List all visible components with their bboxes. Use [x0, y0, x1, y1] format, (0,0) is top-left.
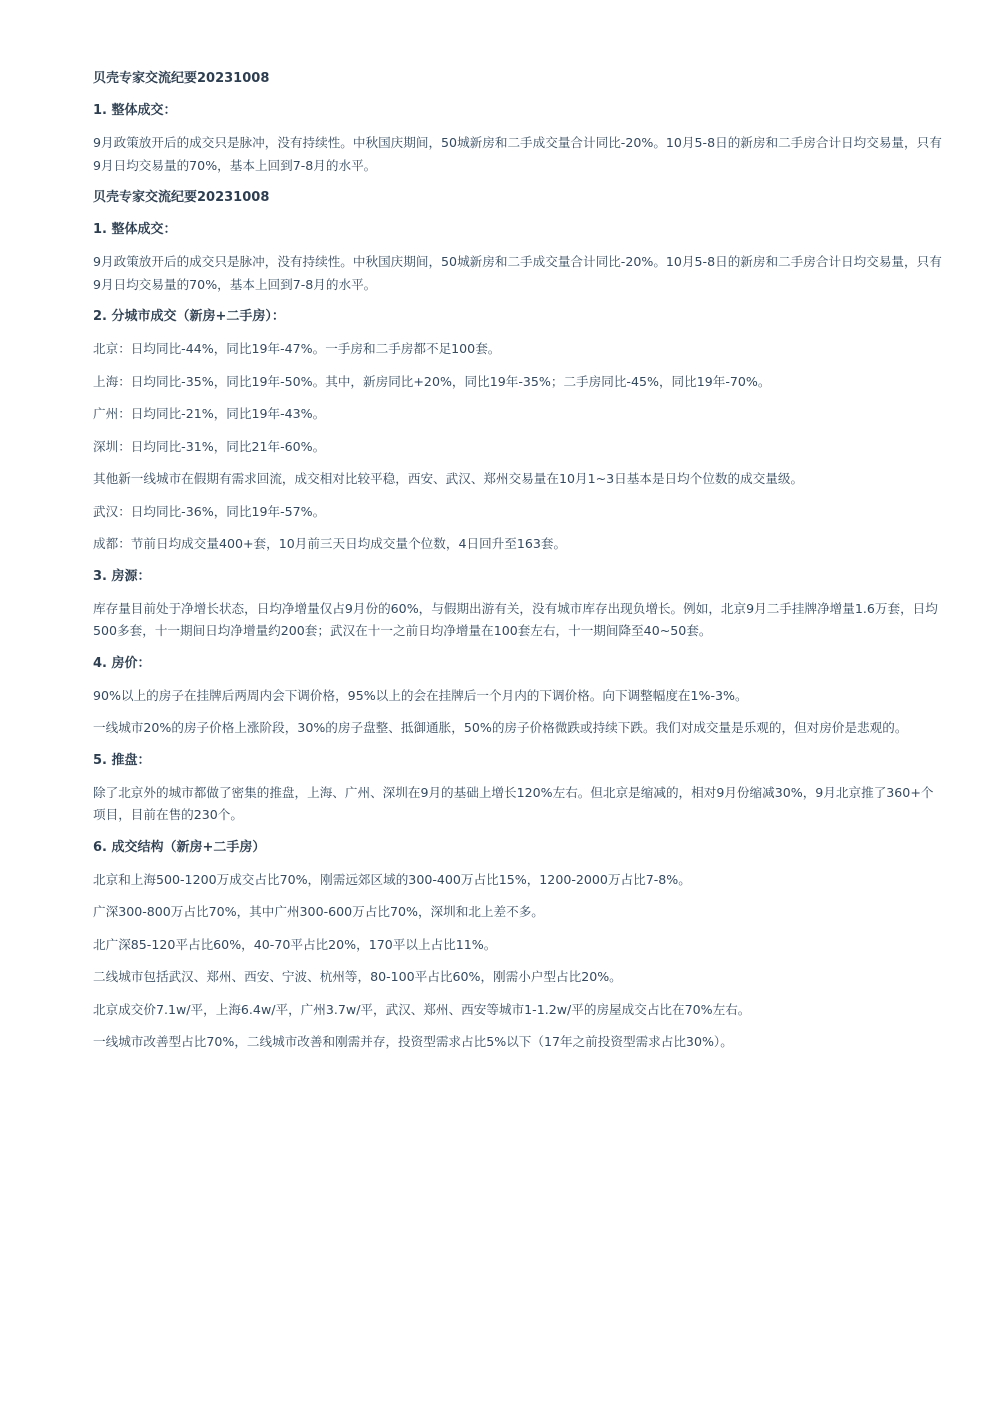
paragraph: 除了北京外的城市都做了密集的推盘，上海、广州、深圳在9月的基础上增长120%左右。但北京是缩减的，相对9月份缩减30%，9月北京推了360+个项目，目前在售的230个。	[93, 784, 934, 822]
paragraph: 90%以上的房子在挂牌后两周内会下调价格，95%以上的会在挂牌后一个月内的下调价格。向下调整幅度在1%-3%。	[93, 687, 748, 703]
paragraph: 一线城市改善型占比70%，二线城市改善和刚需并存，投资型需求占比5%以下（17年之前投资型需求占比30%）。	[93, 1034, 733, 1049]
paragraph: 一线城市20%的房子价格上涨阶段，30%的房子盘整、抵御通胀，50%的房子价格微跌或持续下跌。我们对成交量是乐观的，但对房价是悲观的。	[93, 720, 908, 735]
section-heading: 2. 分城市成交（新房+二手房）：	[93, 309, 285, 324]
document-page	[93, 68, 943, 1064]
paragraph: 北广深85-120平占比60%，40-70平占比20%，170平以上占比11%。	[93, 936, 497, 952]
document-title: 贝壳专家交流纪要20231008	[93, 71, 270, 86]
paragraph: 广州：日均同比-21%，同比19年-43%。	[93, 406, 326, 421]
section-heading: 1. 整体成交：	[93, 103, 177, 118]
paragraph: 广深300-800万占比70%，其中广州300-600万占比70%，深圳和北上差不多。	[93, 904, 544, 919]
paragraph: 9月政策放开后的成交只是脉冲，没有持续性。中秋国庆期间，50城新房和二手成交量合计同比-20%。10月5-8日的新房和二手房合计日均交易量，只有9月日均交易量的70%，基本上回到7-8月的水平。	[93, 254, 942, 292]
paragraph: 上海：日均同比-35%，同比19年-50%。其中，新房同比+20%，同比19年-35%；二手房同比-45%，同比19年-70%。	[93, 373, 771, 389]
paragraph: 二线城市包括武汉、郑州、西安、宁波、杭州等，80-100平占比60%，刚需小户型占比20%。	[93, 969, 622, 984]
paragraph: 北京和上海500-1200万成交占比70%，刚需远郊区域的300-400万占比15%，1200-2000万占比7-8%。	[93, 871, 691, 887]
paragraph: 武汉：日均同比-36%，同比19年-57%。	[93, 503, 326, 519]
section-heading: 4. 房价：	[93, 655, 151, 671]
document-title: 贝壳专家交流纪要20231008	[93, 190, 270, 205]
paragraph: 其他新一线城市在假期有需求回流，成交相对比较平稳，西安、武汉、郑州交易量在10月1~3日基本是日均个位数的成交量级。	[93, 471, 804, 486]
paragraph: 成都：节前日均成交量400+套，10月前三天日均成交量个位数，4日回升至163套。	[93, 536, 567, 551]
paragraph: 9月政策放开后的成交只是脉冲，没有持续性。中秋国庆期间，50城新房和二手成交量合计同比-20%。10月5-8日的新房和二手房合计日均交易量，只有9月日均交易量的70%，基本上回到7-8月的水平。	[93, 135, 942, 173]
paragraph: 库存量目前处于净增长状态，日均净增量仅占9月份的60%，与假期出游有关，没有城市库存出现负增长。例如，北京9月二手挂牌净增量1.6万套，日均500多套，十一期间日均净增量约200套；武汉在十一之前日均净增量在100套左右，十一期间降至40~50套。	[93, 600, 938, 638]
section-heading: 1. 整体成交：	[93, 222, 177, 237]
section-heading: 5. 推盘：	[93, 752, 151, 768]
paragraph: 北京成交价7.1w/平，上海6.4w/平，广州3.7w/平，武汉、郑州、西安等城市1-1.2w/平的房屋成交占比在70%左右。	[93, 1001, 751, 1017]
section-heading: 3. 房源：	[93, 568, 151, 584]
paragraph: 深圳：日均同比-31%，同比21年-60%。	[93, 438, 326, 454]
paragraph: 北京：日均同比-44%，同比19年-47%。一手房和二手房都不足100套。	[93, 341, 501, 356]
section-heading: 6. 成交结构（新房+二手房）	[93, 839, 266, 855]
